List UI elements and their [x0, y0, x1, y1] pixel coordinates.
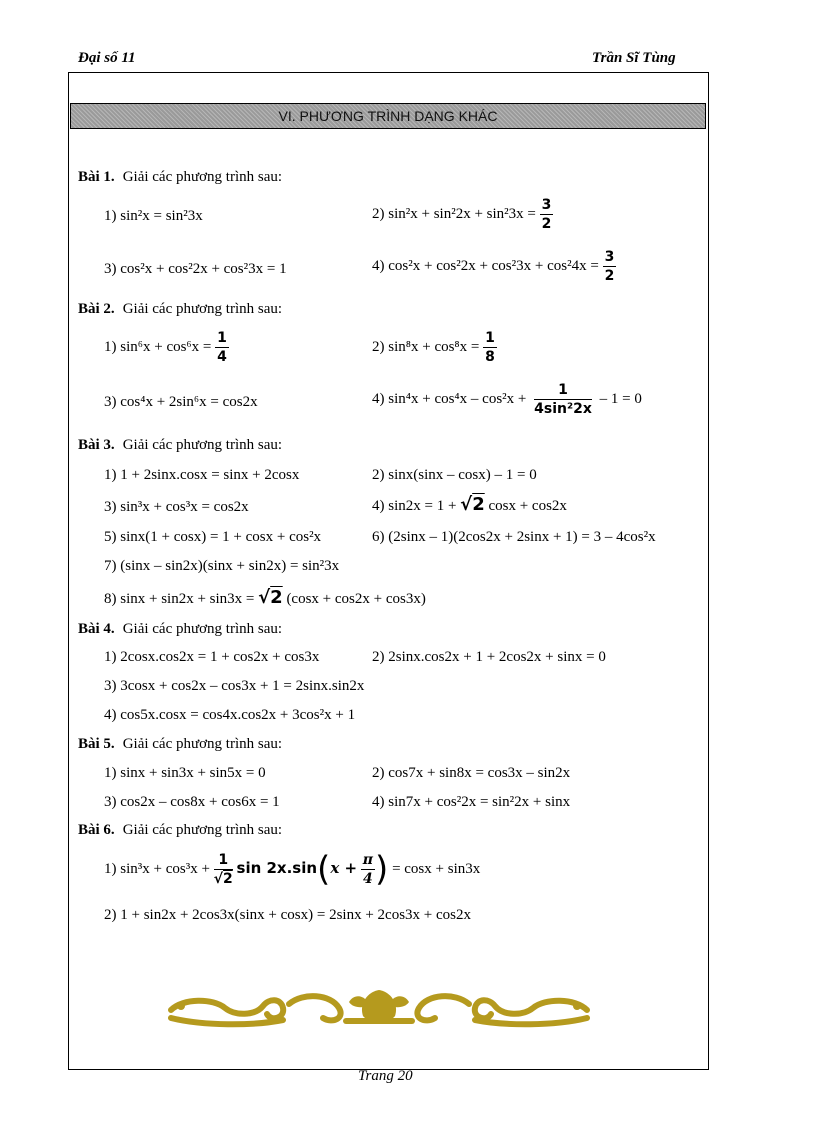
bai2-problem-3: 3) cos⁴x + 2sin⁶x = cos2x [104, 394, 258, 410]
bai5-heading: Bài 5. Giải các phương trình sau: [78, 736, 283, 752]
right-paren: ) [375, 849, 389, 890]
sqrt-symbol: √2 [258, 587, 283, 608]
bai2-problem-1: 1) sin⁶x + cos⁶x = $\frac{1}{4}$ [104, 330, 227, 365]
bai3-problem-6: 6) (2sinx – 1)(2cos2x + 2sinx + 1) = 3 – 4cos²x [372, 529, 656, 545]
page-number: Trang 20 [358, 1068, 413, 1084]
bai3-problem-1: 1) 1 + 2sinx.cosx = sinx + 2cosx [104, 467, 300, 483]
header-author: Trần Sĩ Tùng [592, 50, 676, 66]
fraction: $\frac{\pi}{4}$ [362, 852, 374, 888]
bai4-problem-1: 1) 2cosx.cos2x = 1 + cos2x + cos3x [104, 649, 320, 665]
bai3-problem-2: 2) sinx(sinx – cosx) – 1 = 0 [372, 467, 537, 483]
bai5-problem-4: 4) sin7x + cos²2x = sin²2x + sinx [372, 794, 571, 810]
bai3-problem-8: 8) sinx + sin2x + sin3x = √2 (cosx + cos2x + cos3x) [104, 587, 426, 608]
bai3-problem-5: 5) sinx(1 + cosx) = 1 + cosx + cos²x [104, 529, 322, 545]
section-title: VI. PHƯƠNG TRÌNH DẠNG KHÁC [70, 103, 706, 129]
bai1-problem-1: 1) sin²x = sin²3x [104, 208, 203, 224]
fraction: $\frac{1}{8}$ [485, 330, 495, 365]
bai6-heading: Bài 6. Giải các phương trình sau: [78, 822, 283, 838]
fraction: $\frac{1}{\text{4sin²2x}}$ [534, 382, 592, 417]
bai5-problem-2: 2) cos7x + sin8x = cos3x – sin2x [372, 765, 571, 781]
bai2-problem-2: 2) sin⁸x + cos⁸x = $\frac{1}{8}$ [372, 330, 495, 365]
bai3-heading: Bài 3. Giải các phương trình sau: [78, 437, 283, 453]
bai1-heading: Bài 1. Giải các phương trình sau: [78, 169, 283, 185]
bai4-problem-4: 4) cos5x.cosx = cos4x.cos2x + 3cos²x + 1 [104, 707, 356, 723]
header-subject: Đại số 11 [78, 50, 136, 66]
fraction: $\frac{3}{2}$ [541, 197, 552, 232]
fraction: $\frac{1}{4}$ [217, 330, 227, 365]
bai2-heading: Bài 2. Giải các phương trình sau: [78, 301, 283, 317]
bai1-problem-3: 3) cos²x + cos²2x + cos²3x = 1 [104, 261, 287, 277]
bai5-problem-1: 1) sinx + sin3x + sin5x = 0 [104, 765, 266, 781]
bai3-problem-3: 3) sin³x + cos³x = cos2x [104, 499, 249, 515]
bai5-problem-3: 3) cos2x – cos8x + cos6x = 1 [104, 794, 280, 810]
fraction: $\frac{3}{2}$ [604, 249, 615, 284]
fraction: $\frac{1}{√2}$ [213, 852, 233, 888]
bai4-heading: Bài 4. Giải các phương trình sau: [78, 621, 283, 637]
bai4-problem-3: 3) 3cosx + cos2x – cos3x + 1 = 2sinx.sin2x [104, 678, 365, 694]
bai6-problem-2: 2) 1 + sin2x + 2cos3x(sinx + cosx) = 2sinx + 2cos3x + cos2x [104, 907, 471, 923]
bai3-problem-4: 4) sin2x = 1 + √2 cosx + cos2x [372, 494, 567, 515]
bai1-problem-2: 2) sin²x + sin²2x + sin²3x = $\frac{3}{2}$ [372, 197, 552, 232]
bai1-problem-4: 4) cos²x + cos²2x + cos²3x + cos²4x = $\frac{3}{2}$ [372, 249, 615, 284]
bai4-problem-2: 2) 2sinx.cos2x + 1 + 2cos2x + sinx = 0 [372, 649, 606, 665]
bai3-problem-7: 7) (sinx – sin2x)(sinx + sin2x) = sin²3x [104, 558, 340, 574]
sqrt-symbol: √2 [460, 494, 485, 515]
decorative-ornament [163, 986, 595, 1028]
bai6-problem-1: 1) sin³x + cos³x + $\frac{1}{√2}$ sin 2x.sin(x + $\frac{\pi}{4}$ ) = cosx + sin3x [104, 849, 481, 890]
left-paren: ( [317, 849, 331, 890]
bai2-problem-4: 4) sin⁴x + cos⁴x – cos²x + $\frac{1}{\text{4sin²2x}}$ – 1 = 0 [372, 382, 642, 417]
